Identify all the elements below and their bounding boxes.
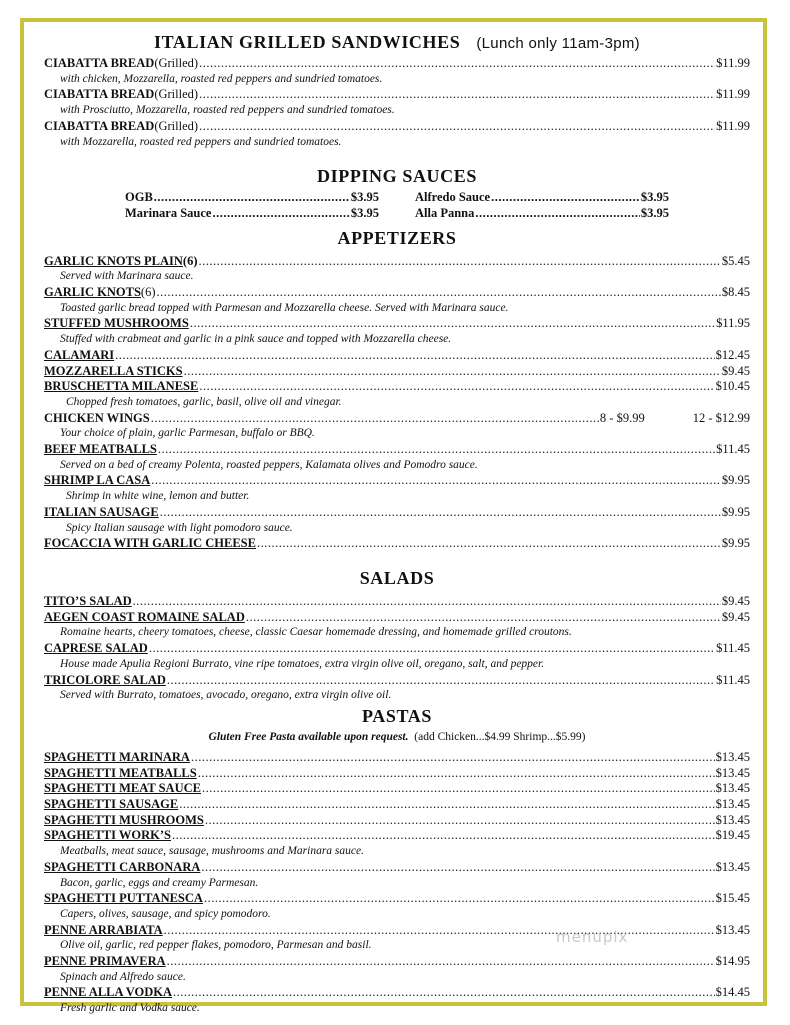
item-description: Capers, olives, sausage, and spicy pomodoro. xyxy=(60,907,271,920)
menu-item: BRUSCHETTA MILANESE ..... $10.45 xyxy=(44,379,750,395)
item-description: Romaine hearts, cheery tomatoes, cheese, classic Caesar homemade dressing, and homemade grilled croutons. xyxy=(60,626,572,639)
item-description: Your choice of plain, garlic Parmesan, buffalo or BBQ. xyxy=(60,427,315,440)
item-description: Spinach and Alfredo sauce. xyxy=(60,970,186,983)
item-description: with chicken, Mozzarella, roasted red peppers and sundried tomatoes. xyxy=(60,72,383,85)
menu-item: AEGEN COAST ROMAINE SALAD ..... $9.45 xyxy=(44,610,750,626)
menu-item: SPAGHETTI MEATBALLS ..... $13.45 xyxy=(44,766,750,782)
menu-item: PENNE PRIMAVERA ..... $14.95 xyxy=(44,954,750,970)
menu-item: MOZZARELLA STICKS ..... $9.45 xyxy=(44,364,750,380)
sandwiches-heading: ITALIAN GRILLED SANDWICHES (Lunch only 11am-3pm) xyxy=(154,32,640,52)
menu-item: SPAGHETTI MUSHROOMS ..... $13.45 xyxy=(44,813,750,829)
menu-item: STUFFED MUSHROOMS ..... $11.95 xyxy=(44,316,750,332)
pastas-heading: PASTAS xyxy=(362,705,432,726)
item-description: Spicy Italian sausage with light pomodoro sauce. xyxy=(66,521,293,534)
menu-item: SPAGHETTI CARBONARA ..... $13.45 xyxy=(44,860,750,876)
menu-item: TITO’S SALAD ..... $9.45 xyxy=(44,594,750,610)
sauce-item: Alfredo Sauce ..... $3.95 xyxy=(415,190,669,206)
menu-item: ITALIAN SAUSAGE ..... $9.95 xyxy=(44,505,750,521)
item-description: Served with Marinara sauce. xyxy=(60,270,194,283)
item-description: Served with Burrato, tomatoes, avocado, oregano, extra virgin olive oil. xyxy=(60,689,392,702)
menu-item: GARLIC KNOTS PLAIN (6) ..... $5.45 xyxy=(44,254,750,270)
salads-list xyxy=(44,594,750,704)
salads-heading: SALADS xyxy=(359,567,435,588)
menu-item: PENNE ARRABIATA ..... $13.45 xyxy=(44,923,750,939)
menu-item: SHRIMP LA CASA ..... $9.95 xyxy=(44,473,750,489)
sauce-item: Alla Panna ..... $3.95 xyxy=(415,206,669,222)
watermark: menupix xyxy=(556,928,629,946)
item-description: Olive oil, garlic, red pepper flakes, pomodoro, Parmesan and basil. xyxy=(60,939,372,952)
item-description: Meatballs, meat sauce, sausage, mushrooms and Marinara sauce. xyxy=(60,845,364,858)
item-description: Bacon, garlic, eggs and creamy Parmesan. xyxy=(60,876,259,889)
appetizers-list xyxy=(44,254,750,552)
item-description: Chopped fresh tomatoes, garlic, basil, olive oil and vinegar. xyxy=(66,395,342,408)
item-description: Served on a bed of creamy Polenta, roasted peppers, Kalamata olives and Pomodro sauce. xyxy=(60,458,478,471)
gluten-free-note: Gluten Free Pasta available upon request. (add Chicken...$4.99 Shrimp...$5.99) xyxy=(208,730,586,743)
menu-item: CIABATTA BREAD (Grilled) ..... $11.99 xyxy=(44,119,750,135)
pastas-list xyxy=(44,750,750,1017)
menu-item: TRICOLORE SALAD ..... $11.45 xyxy=(44,673,750,689)
appetizers-heading: APPETIZERS xyxy=(337,227,457,248)
menu-item: GARLIC KNOTS (6) ..... $8.45 xyxy=(44,285,750,301)
menu-item: FOCACCIA WITH GARLIC CHEESE ..... $9.95 xyxy=(44,536,750,552)
menu-item: SPAGHETTI MEAT SAUCE ..... $13.45 xyxy=(44,781,750,797)
sandwiches-list xyxy=(44,56,750,150)
lunch-note: (Lunch only 11am-3pm) xyxy=(476,35,640,52)
menu-item: SPAGHETTI WORK’S ..... $19.45 xyxy=(44,828,750,844)
menu-item: CIABATTA BREAD (Grilled) ..... $11.99 xyxy=(44,87,750,103)
item-description: Toasted garlic bread topped with Parmesan and Mozzarella cheese. Served with Marinara sauce. xyxy=(60,301,509,314)
menu-content xyxy=(44,30,750,1017)
menu-item: BEEF MEATBALLS ..... $11.45 xyxy=(44,442,750,458)
menu-item: CALAMARI ..... $12.45 xyxy=(44,348,750,364)
sauces-heading: DIPPING SAUCES xyxy=(317,166,477,187)
item-description: with Prosciutto, Mozzarella, roasted red peppers and sundried tomatoes. xyxy=(60,104,395,117)
item-description: with Mozzarella, roasted red peppers and sundried tomatoes. xyxy=(60,135,342,148)
sauce-item: OGB ..... $3.95 xyxy=(125,190,379,206)
menu-item: CAPRESE SALAD ..... $11.45 xyxy=(44,641,750,657)
menu-item: CIABATTA BREAD (Grilled) ..... $11.99 xyxy=(44,56,750,72)
sauce-item: Marinara Sauce ..... $3.95 xyxy=(125,206,379,222)
menu-item-wings: CHICKEN WINGS ..... 8 - $9.99 12 - $12.99 xyxy=(44,411,750,427)
sauces-grid xyxy=(44,190,750,221)
item-description: House made Apulia Regioni Burrato, vine ripe tomatoes, extra virgin olive oil, oregano, salt, and pepper. xyxy=(60,657,545,670)
item-description: Shrimp in white wine, lemon and butter. xyxy=(66,490,250,503)
item-description: Stuffed with crabmeat and garlic in a pink sauce and topped with Mozzarella cheese. xyxy=(60,333,452,346)
menu-item: SPAGHETTI MARINARA ..... $13.45 xyxy=(44,750,750,766)
menu-item: SPAGHETTI SAUSAGE ..... $13.45 xyxy=(44,797,750,813)
menu-item: SPAGHETTI PUTTANESCA ..... $15.45 xyxy=(44,891,750,907)
menu-item: PENNE ALLA VODKA ..... $14.45 xyxy=(44,985,750,1001)
item-description: Fresh garlic and Vodka sauce. xyxy=(60,1002,200,1015)
